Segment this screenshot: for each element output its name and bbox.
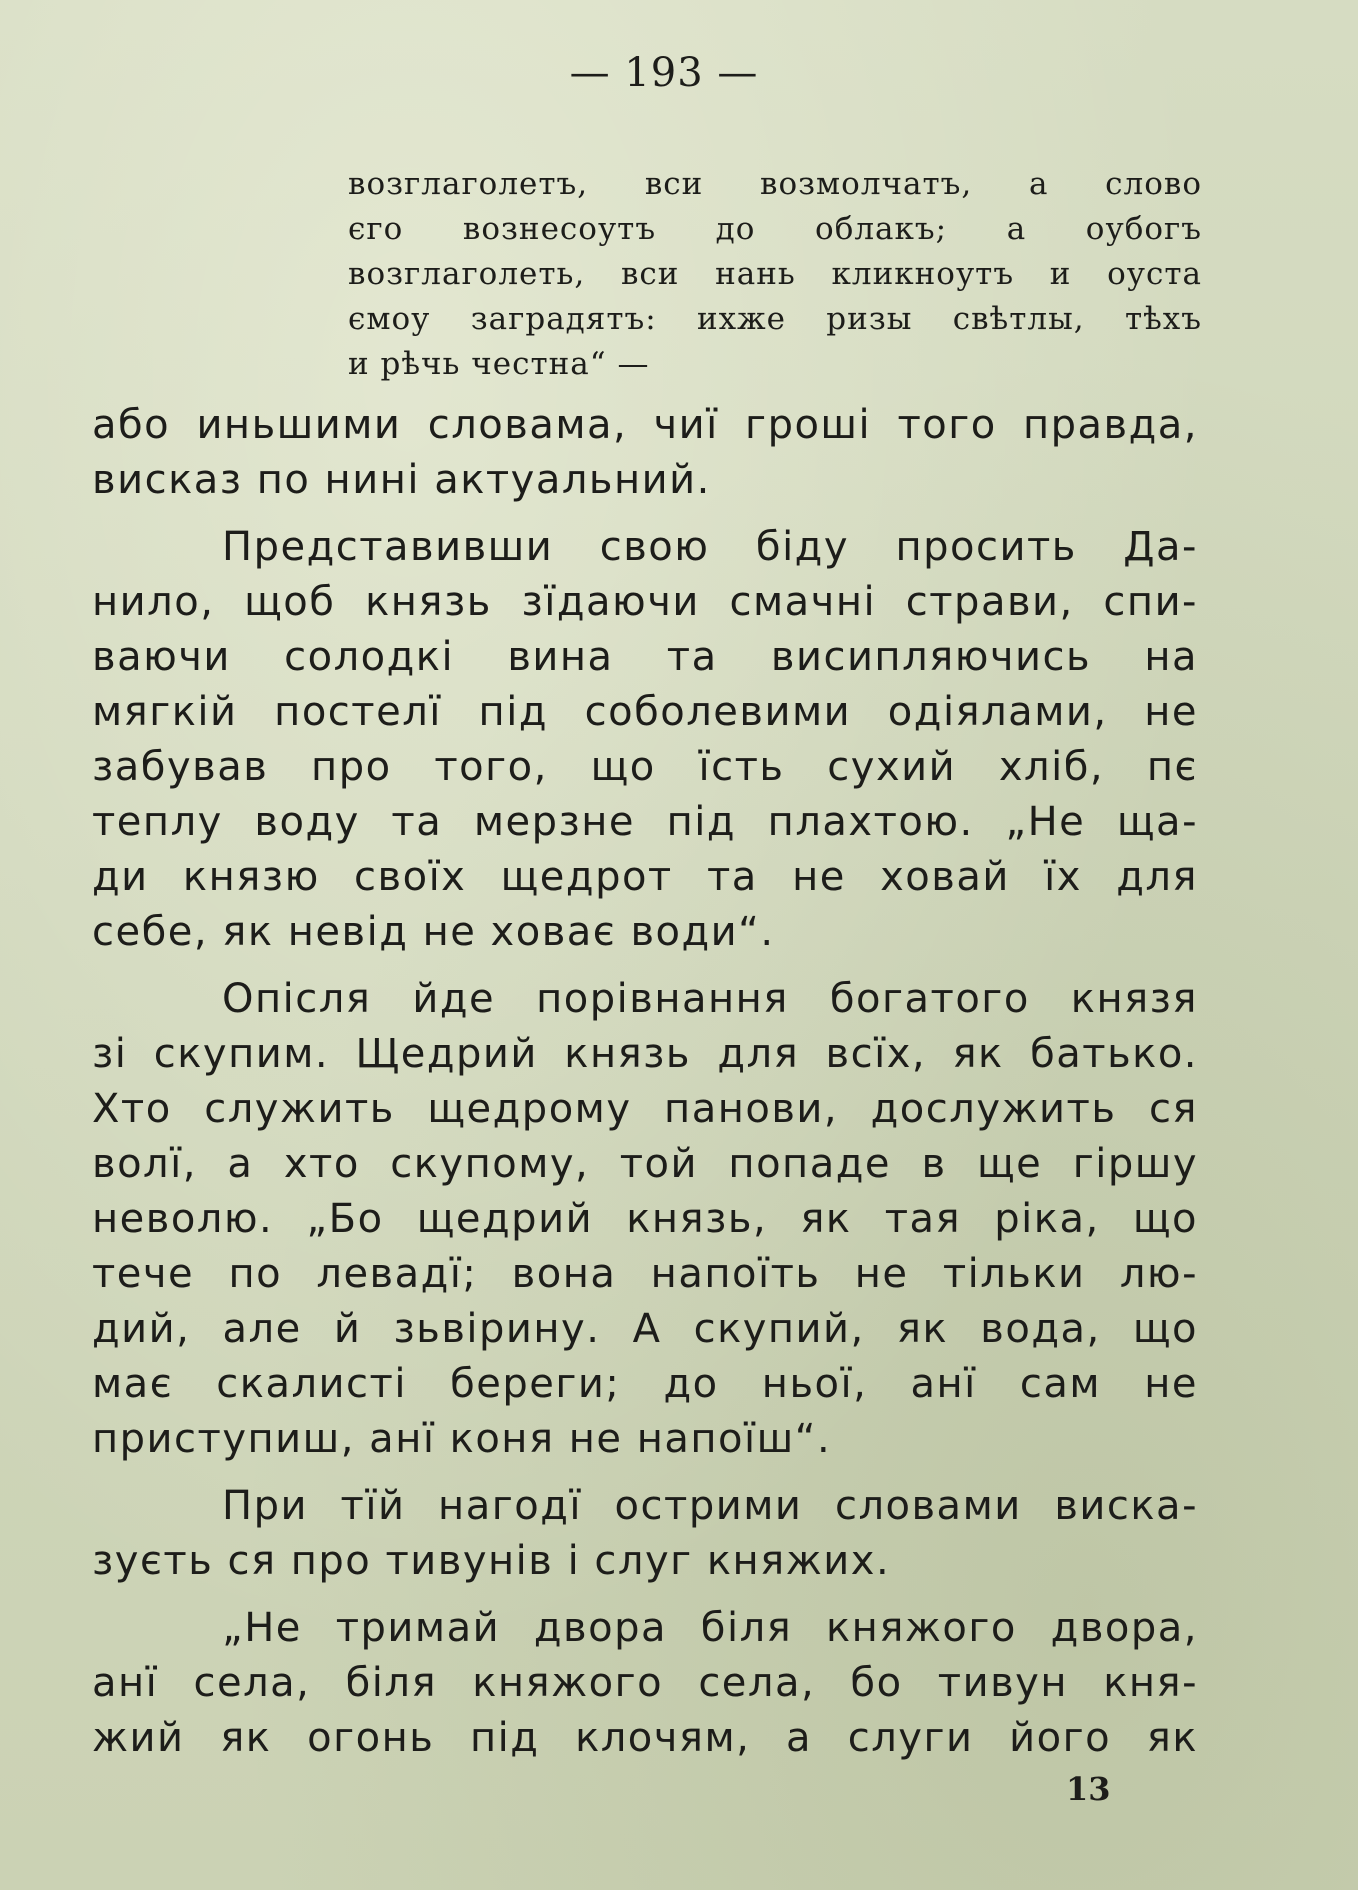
paragraph-5 [92,1601,1198,1766]
text-line: теплу воду та мерзне під плахтою. „Не ща- [92,799,1198,845]
text-line: тече по левадї; вона напоїть не тільки лю- [92,1251,1198,1297]
text-line: неволю. „Бо щедрий князь, як тая ріка, що [92,1196,1198,1242]
text-line: При тїй нагодї острими словами виска- [222,1483,1198,1529]
text-line: Представивши свою біду просить Да- [222,524,1198,570]
quote-line: ємоу заградятъ: ихже ризы свѣтлы, тѣхъ [348,301,1202,337]
text-line: приступиш, анї коня не напоїш“. [92,1416,832,1462]
text-line: висказ по нині актуальний. [92,457,711,503]
body-text [92,398,1198,1766]
text-line: волї, а хто скупому, той попаде в ще гіршу [92,1141,1198,1187]
text-line: анї села, біля княжого села, бо тивун кня- [92,1660,1198,1706]
text-line: „Не тримай двора біля княжого двора, [222,1605,1198,1651]
quote-line: возглаголеть, вси нань кликноутъ и оуста [348,256,1202,292]
signature-mark: 13 [1066,1770,1111,1808]
quote-line: и рѣчь честна“ — [348,346,650,382]
text-line: Опісля йде порівнання богатого князя [222,976,1198,1022]
text-line: себе, як невід не ховає води“. [92,909,775,955]
quote-line: возглаголетъ, вси возмолчатъ, а слово [348,166,1202,202]
paragraph-4 [92,1479,1198,1589]
text-line: зі скупим. Щедрий князь для всїх, як батько. [92,1031,1198,1077]
paragraph-3 [92,972,1198,1467]
text-line: мягкій постелї під соболевими одіялами, не [92,689,1198,735]
text-line: дий, але й зьвірину. А скупий, як вода, що [92,1306,1198,1352]
text-line: нило, щоб князь зїдаючи смачні страви, спи- [92,579,1198,625]
text-line: жий як огонь під клочям, а слуги його як [92,1715,1198,1761]
quote-line: єго вознесоутъ до облакъ; а оубогъ [348,211,1202,247]
text-line: забував про того, що їсть сухий хліб, пє [92,744,1198,790]
text-line: ди князю своїх щедрот та не ховай їх для [92,854,1198,900]
text-line: ваючи солодкі вина та висипляючись на [92,634,1198,680]
page-number: — 193 — [569,50,759,96]
text-line: Хто служить щедрому панови, дослужить ся [92,1086,1198,1132]
text-line: зуєть ся про тивунів і слуг княжих. [92,1538,891,1584]
paragraph-1 [92,398,1198,508]
paragraph-2 [92,520,1198,960]
quote-block [348,162,1202,387]
text-line: або иньшими словама, чиї гроші того правда, [92,402,1198,448]
text-line: має скалисті береги; до ньої, анї сам не [92,1361,1198,1407]
